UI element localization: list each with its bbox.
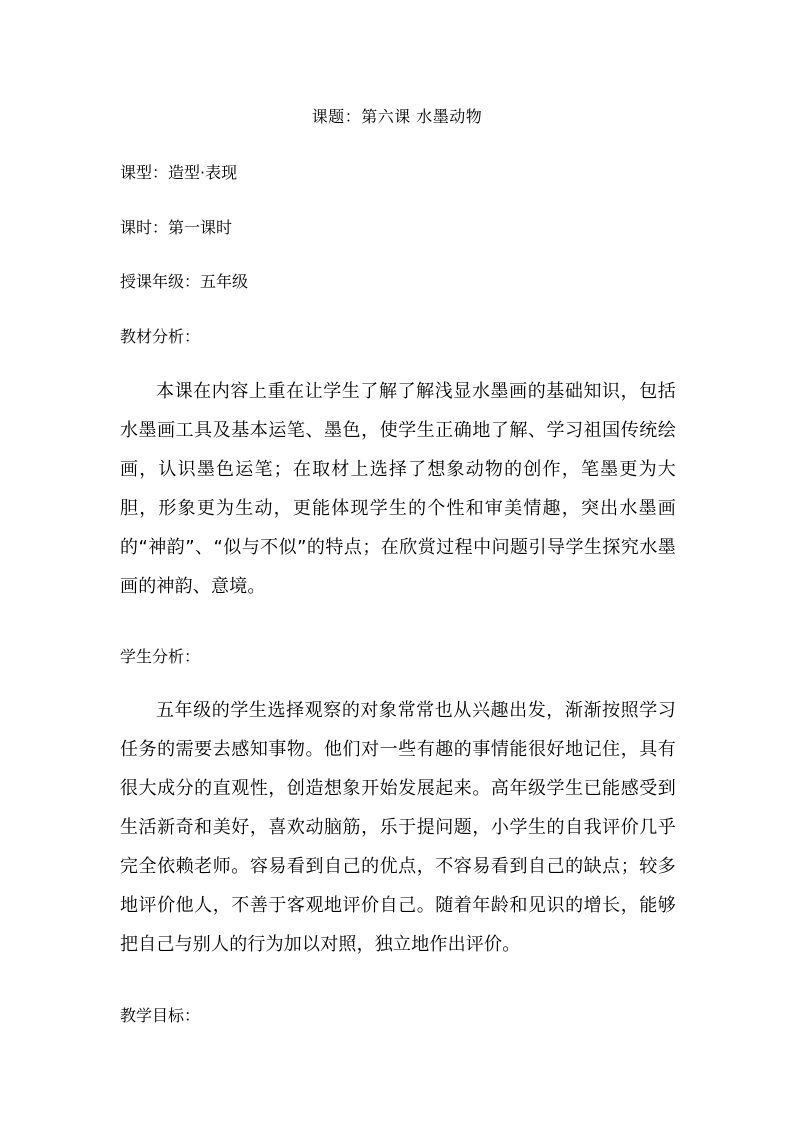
material-analysis-heading: 教材分析： <box>120 327 201 346</box>
lesson-title: 课题：第六课 水墨动物 <box>311 107 483 126</box>
lesson-period: 课时：第一课时 <box>120 218 233 237</box>
student-analysis-text: 五年级的学生选择观察的对象常常也从兴趣出发，渐渐按照学习任务的需要去感知事物。他们对一些有趣的事情能很好地记住，具有很大成分的直观性，创造想象开始发展起来。高年级学生已能感受到生活新奇和美好，喜欢动脑筋，乐于提问题，小学生的自我评价几乎完全依赖老师。容易看到自己的优点，不容易看到自己的缺点；较多地评价他人，不善于客观地评价自己。随着年龄和见识的增长，能够把自己与别人的行为加以对照，独立地作出评价。 <box>120 700 676 955</box>
teaching-goals-heading: 教学目标： <box>120 1006 201 1025</box>
grade-level: 授课年级：五年级 <box>120 272 249 291</box>
student-analysis-heading: 学生分析： <box>120 647 201 666</box>
lesson-type: 课型：造型·表现 <box>120 163 238 182</box>
material-analysis-text: 本课在内容上重在让学生了解了解浅显水墨画的基础知识，包括水墨画工具及基本运笔、墨色，使学生正确地了解、学习祖国传统绘画，认识墨色运笔；在取材上选择了想象动物的创作，笔墨更为大胆，形象更为生动，更能体现学生的个性和审美情趣，突出水墨画的“神韵”、“似与不似”的特点；在欣赏过程中问题引导学生探究水墨画的神韵、意境。 <box>120 381 676 597</box>
